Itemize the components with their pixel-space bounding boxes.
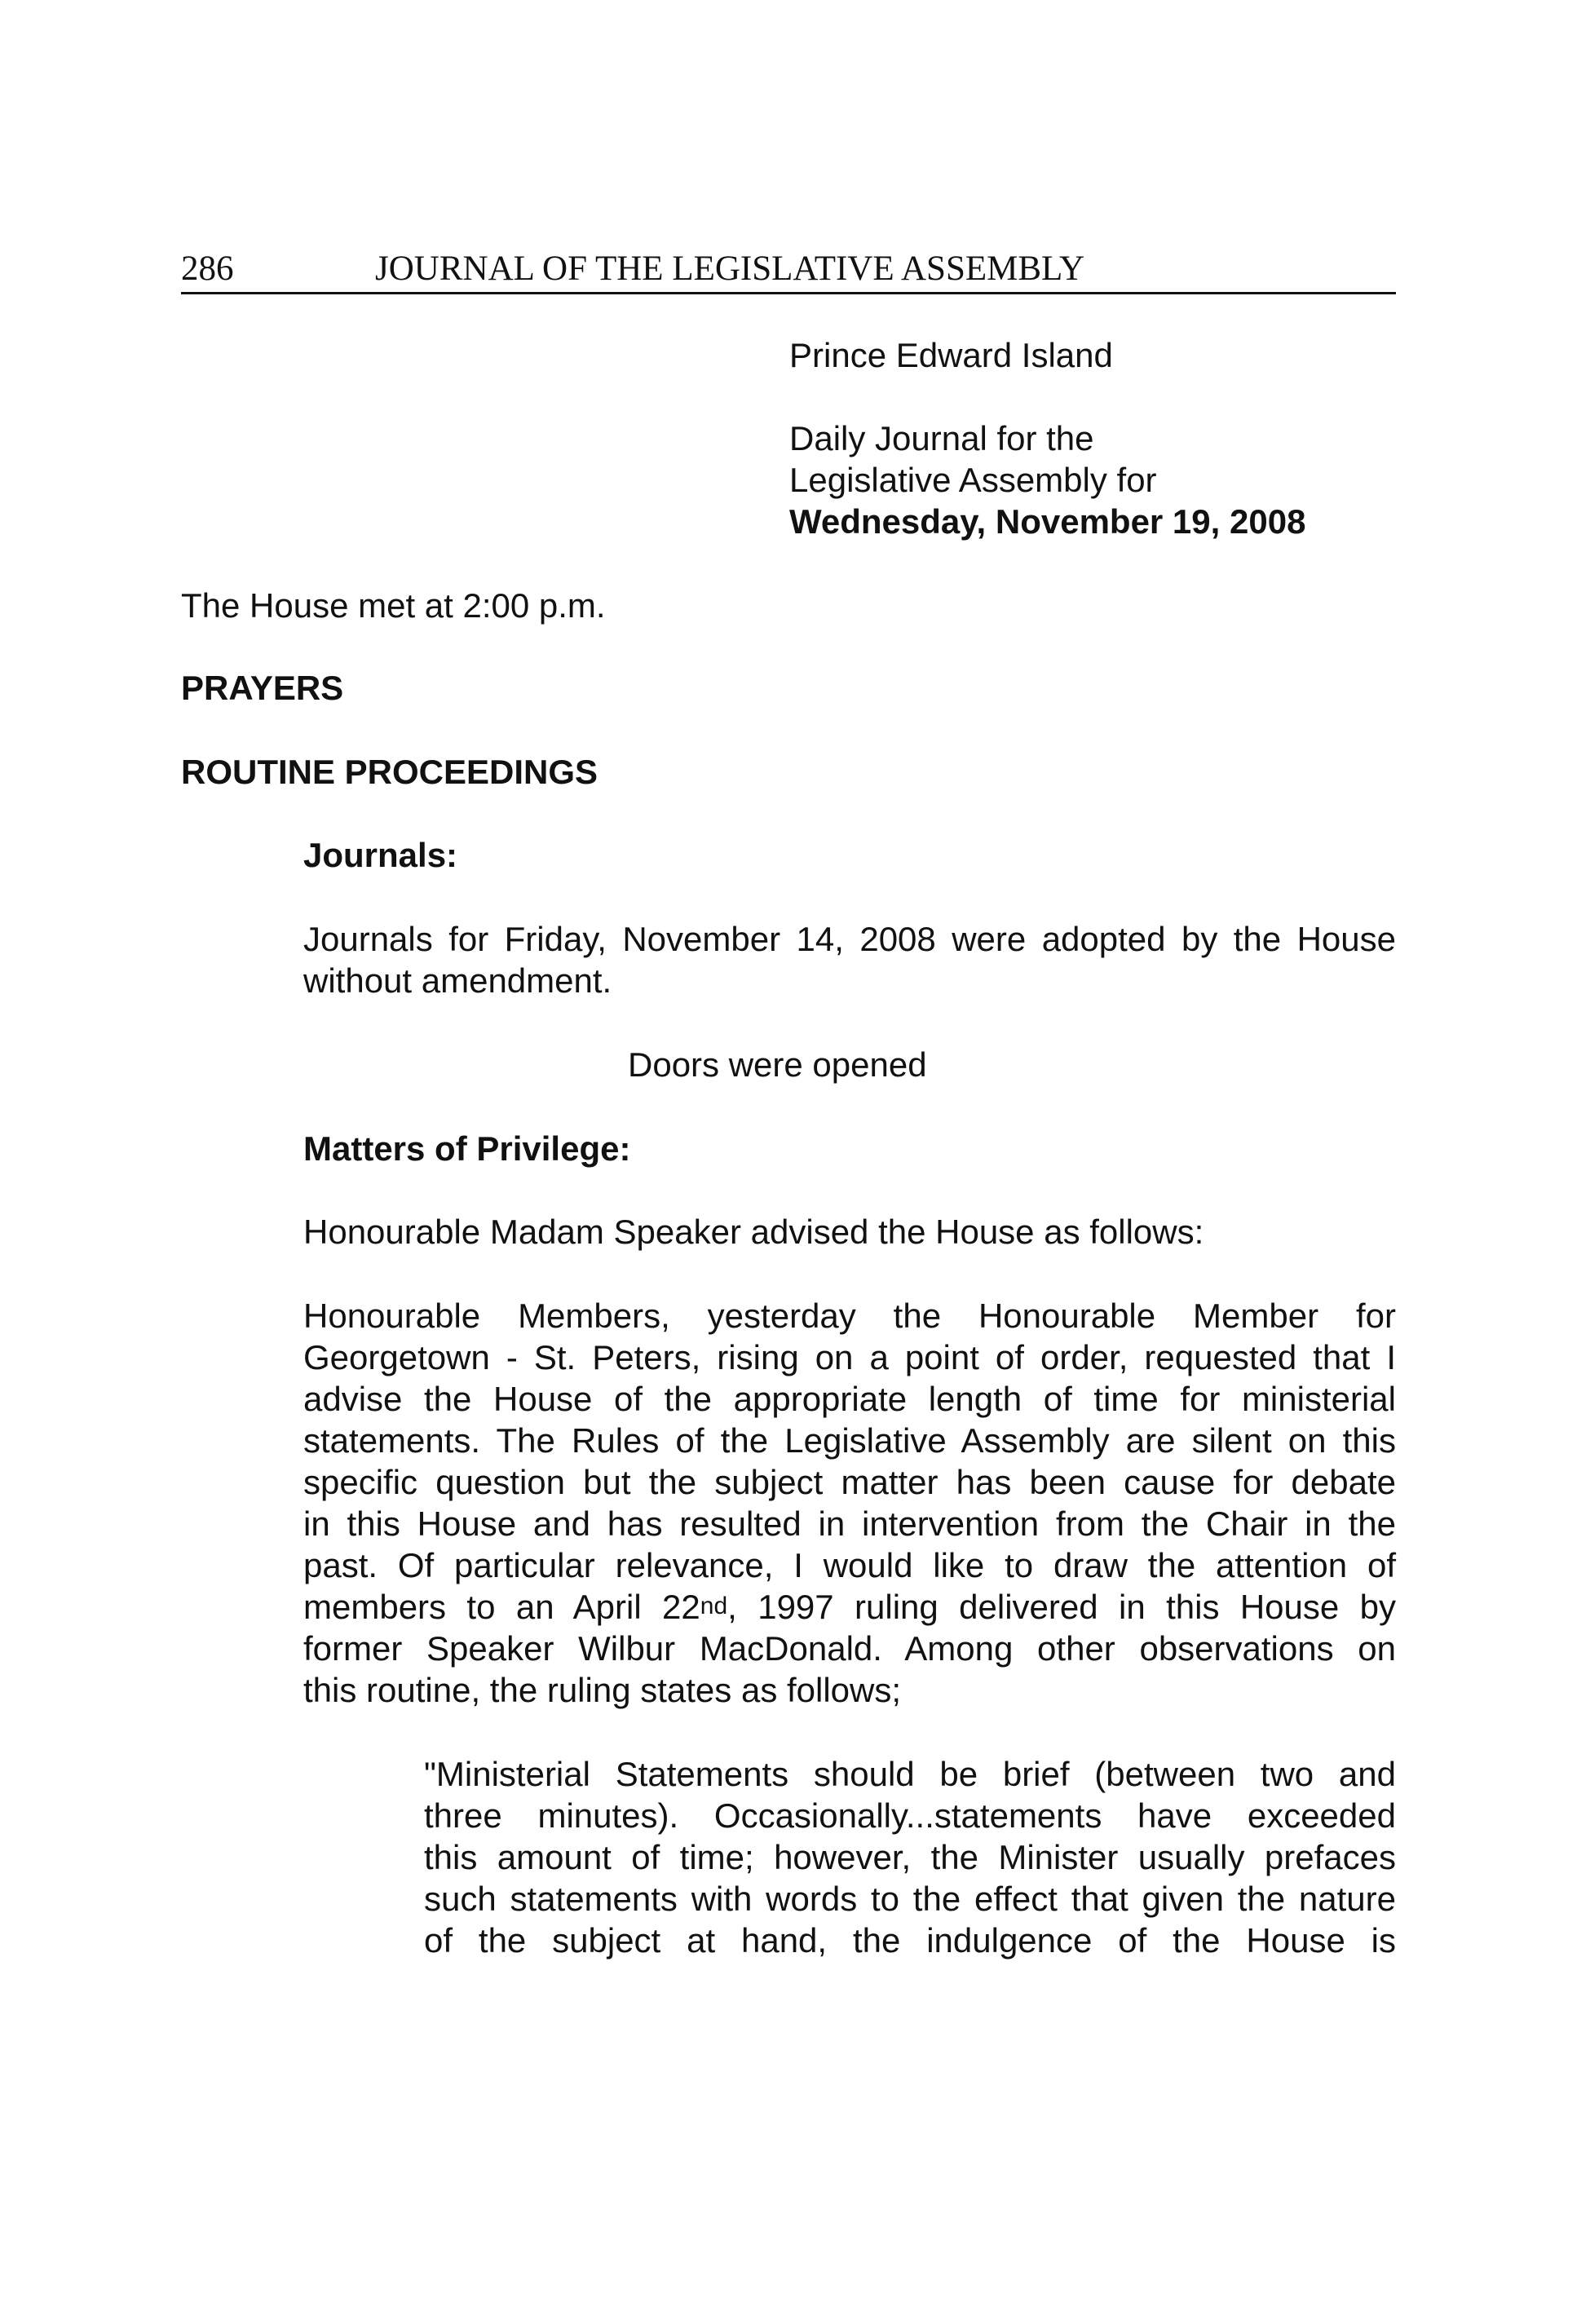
province-name: Prince Edward Island <box>789 336 1113 374</box>
matters-of-privilege-heading: Matters of Privilege: <box>303 1129 631 1168</box>
quote-line: of the subject at hand, the indulgence of the House is <box>424 1921 1396 1959</box>
journals-heading: Journals: <box>303 836 458 874</box>
speaker-statement-paragraph <box>303 1295 1396 1711</box>
journal-title: JOURNAL OF THE LEGISLATIVE ASSEMBLY <box>375 250 1085 288</box>
sitting-date: Wednesday, November 19, 2008 <box>789 502 1306 541</box>
quote-line: this amount of time; however, the Minister usually prefaces <box>424 1838 1396 1876</box>
paragraph-line: Honourable Members, yesterday the Honourable Member for <box>303 1297 1396 1335</box>
quote-line: "Ministerial Statements should be brief (between two and <box>424 1755 1396 1793</box>
paragraph-line: without amendment. <box>303 961 612 1000</box>
page-number: 286 <box>181 250 234 288</box>
paragraph-line: this routine, the ruling states as follows; <box>303 1671 902 1709</box>
doors-opened-text: Doors were opened <box>628 1045 927 1084</box>
running-header <box>181 246 1396 294</box>
paragraph-line: advise the House of the appropriate length of time for ministerial <box>303 1380 1396 1418</box>
ruling-quotation <box>424 1753 1396 1961</box>
quote-line: three minutes). Occasionally...statements have exceeded <box>424 1796 1396 1835</box>
paragraph-line: past. Of particular relevance, I would like to draw the attention of <box>303 1546 1396 1584</box>
ruling-date-line <box>303 1586 1396 1628</box>
journal-line-2: Legislative Assembly for <box>789 461 1157 499</box>
house-met-text: The House met at 2:00 p.m. <box>181 586 606 625</box>
paragraph-line: in this House and has resulted in intervention from the Chair in the <box>303 1504 1396 1543</box>
paragraph-line: Georgetown - St. Peters, rising on a point of order, requested that I <box>303 1338 1396 1376</box>
speaker-intro: Honourable Madam Speaker advised the House as follows: <box>303 1213 1204 1251</box>
routine-proceedings-heading: ROUTINE PROCEEDINGS <box>181 753 598 791</box>
ruling-line-start: members to an April 22 <box>303 1588 700 1626</box>
paragraph-line: Journals for Friday, November 14, 2008 were adopted by the House <box>303 920 1396 958</box>
ordinal-suffix: nd <box>700 1593 728 1619</box>
paragraph-line: statements. The Rules of the Legislative Assembly are silent on this <box>303 1421 1396 1460</box>
paragraph-line: former Speaker Wilbur MacDonald. Among other observations on <box>303 1629 1396 1668</box>
journals-paragraph <box>303 918 1396 1001</box>
prayers-heading: PRAYERS <box>181 669 344 707</box>
journal-line-1: Daily Journal for the <box>789 419 1094 457</box>
paragraph-line: specific question but the subject matter has been cause for debate <box>303 1463 1396 1501</box>
ruling-line-end: , 1997 ruling delivered in this House by <box>727 1588 1396 1626</box>
quote-line: such statements with words to the effect that given the nature <box>424 1880 1396 1918</box>
